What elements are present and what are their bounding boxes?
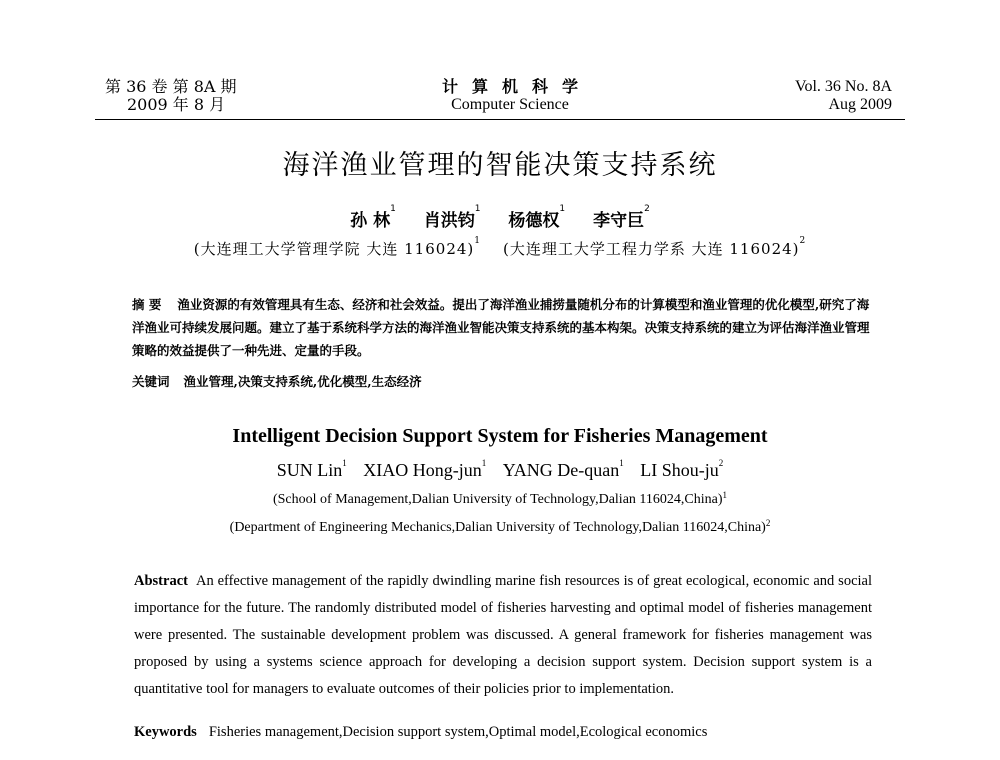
abstract-cn-text: 渔业资源的有效管理具有生态、经济和社会效益。提出了海洋渔业捕捞量随机分布的计算模型和渔业管理的优化模型,研究了海洋渔业可持续发展问题。建立了基于系统科学方法的海洋渔业智能决策支持系统的基本构架。决策支持系统的建立为评估海洋渔业管理策略的效益提供了一种先进、定量的手段。 bbox=[132, 297, 870, 358]
volume-info-en bbox=[795, 78, 892, 114]
author-list-en bbox=[0, 460, 1000, 481]
journal-name-en: Computer Science bbox=[451, 96, 569, 113]
author-en: SUN Lin$^1$ bbox=[276, 458, 347, 480]
abstract-cn bbox=[132, 293, 872, 362]
volume-issue-cn: 第 36 卷 第 8A 期 bbox=[105, 77, 237, 96]
author-cn: 肖洪钧$^1$ bbox=[423, 204, 481, 231]
author-en: XIAO Hong-jun$^1$ bbox=[363, 458, 487, 480]
author-cn: 孙 林$^1$ bbox=[350, 204, 396, 231]
abstract-cn-label: 摘 要 bbox=[132, 297, 162, 312]
abstract-en-label: Abstract bbox=[134, 573, 188, 589]
author-list-cn bbox=[0, 206, 1000, 231]
keywords-cn bbox=[132, 372, 422, 390]
keywords-en-text: Fisheries management,Decision support system,Optimal model,Ecological economics bbox=[208, 724, 708, 740]
paper-title-cn: 海洋渔业管理的智能决策支持系统 bbox=[282, 150, 718, 181]
issue-info bbox=[105, 78, 237, 114]
affiliation-en: (School of Management,Dalian University of Technology,Dalian 116024,China)$^1$ bbox=[272, 490, 727, 507]
keywords-cn-text: 渔业管理,决策支持系统,优化模型,生态经济 bbox=[183, 374, 422, 389]
abstract-en-text: An effective management of the rapidly dwindling marine fish resources is of great ecological, economic and social importance for the future. The randomly distributed model of fisheries harvesting and optimal model of fisheries management were presented. The sustainable development problem was discussed. A general framework for fisheries management was proposed by using a systems science approach for developing a decision support system. Decision support system is a quantitative tool for managers to evaluate outcomes of their policies prior to implementation. bbox=[134, 573, 872, 697]
date-en: Aug 2009 bbox=[828, 96, 892, 113]
paper-title-en: Intelligent Decision Support System for Fisheries Management bbox=[232, 425, 768, 447]
affiliations-cn bbox=[0, 238, 1000, 259]
author-cn: 李守巨$^2$ bbox=[593, 204, 650, 231]
author-en: YANG De-quan$^1$ bbox=[502, 458, 624, 480]
journal-name-cn: 计算机科学 bbox=[441, 77, 592, 96]
affiliation-en: (Department of Engineering Mechanics,Dalian University of Technology,Dalian 116024,China)$^2$ bbox=[229, 518, 771, 535]
keywords-en bbox=[134, 724, 707, 741]
abstract-en bbox=[134, 568, 872, 703]
header-rule bbox=[95, 119, 905, 120]
keywords-cn-label: 关键词 bbox=[132, 374, 170, 389]
author-cn: 杨德权$^1$ bbox=[508, 204, 566, 231]
volume-issue-en: Vol. 36 No. 8A bbox=[794, 78, 892, 95]
keywords-en-label: Keywords bbox=[134, 724, 197, 740]
affiliation-cn: (大连理工大学工程力学系 大连 116024)$^2$ bbox=[503, 236, 807, 258]
journal-name bbox=[380, 78, 640, 114]
affiliation-cn: (大连理工大学管理学院 大连 116024)$^1$ bbox=[193, 236, 481, 258]
date-cn: 2009 年 8 月 bbox=[127, 95, 226, 114]
author-en: LI Shou-$ju^2$ bbox=[640, 458, 724, 480]
